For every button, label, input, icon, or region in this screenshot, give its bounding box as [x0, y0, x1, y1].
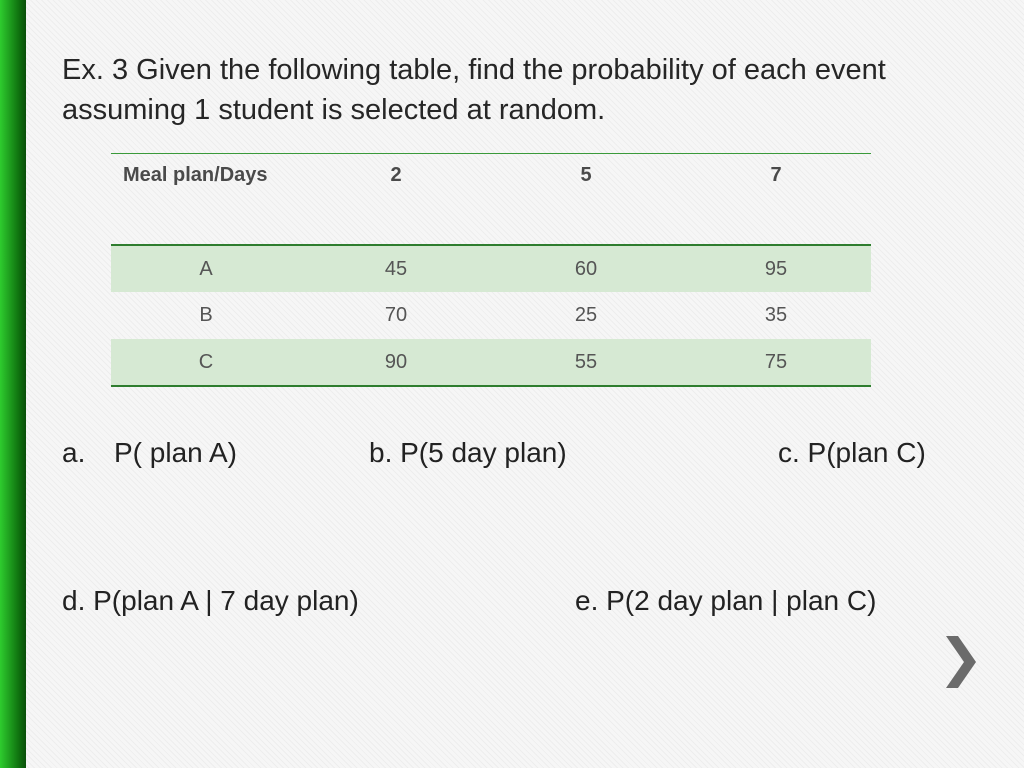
- table-cell: 45: [301, 245, 491, 292]
- question-d: d. P(plan A | 7 day plan): [62, 585, 359, 616]
- table-row: [111, 245, 871, 292]
- table-cell: 35: [764, 304, 788, 326]
- table-cell: 25: [574, 304, 598, 326]
- question-b: b. P(5 day plan): [369, 437, 567, 468]
- table-row: [111, 339, 871, 386]
- table-header-row: [111, 154, 871, 246]
- question-a: P( plan A): [114, 437, 237, 468]
- row-label: A: [111, 245, 301, 292]
- question-e: e. P(2 day plan | plan C): [575, 585, 877, 616]
- table-cell: 55: [491, 339, 681, 386]
- header-meal-plan-days: Meal plan/Days: [111, 154, 301, 246]
- table-cell: 90: [301, 339, 491, 386]
- question-c: c. P(plan C): [778, 437, 926, 468]
- table-row: [111, 292, 871, 339]
- next-slide-button[interactable]: [940, 630, 980, 694]
- header-days-7: 7: [681, 154, 871, 246]
- row-label: B: [199, 304, 213, 326]
- question-a-marker: a.: [62, 437, 86, 468]
- table-cell: 60: [491, 245, 681, 292]
- header-days-2: 2: [301, 154, 491, 246]
- sidebar-accent-bar: [0, 0, 26, 768]
- table-cell: 75: [681, 339, 871, 386]
- header-days-5: 5: [491, 154, 681, 246]
- meal-plan-table: [111, 153, 871, 387]
- table-cell: 95: [681, 245, 871, 292]
- chevron-right-icon: [940, 630, 980, 694]
- row-label: C: [111, 339, 301, 386]
- slide-title: Ex. 3 Given the following table, find the probability of each event assuming 1 student is selected at random.: [62, 54, 886, 126]
- table-cell: 70: [384, 304, 408, 326]
